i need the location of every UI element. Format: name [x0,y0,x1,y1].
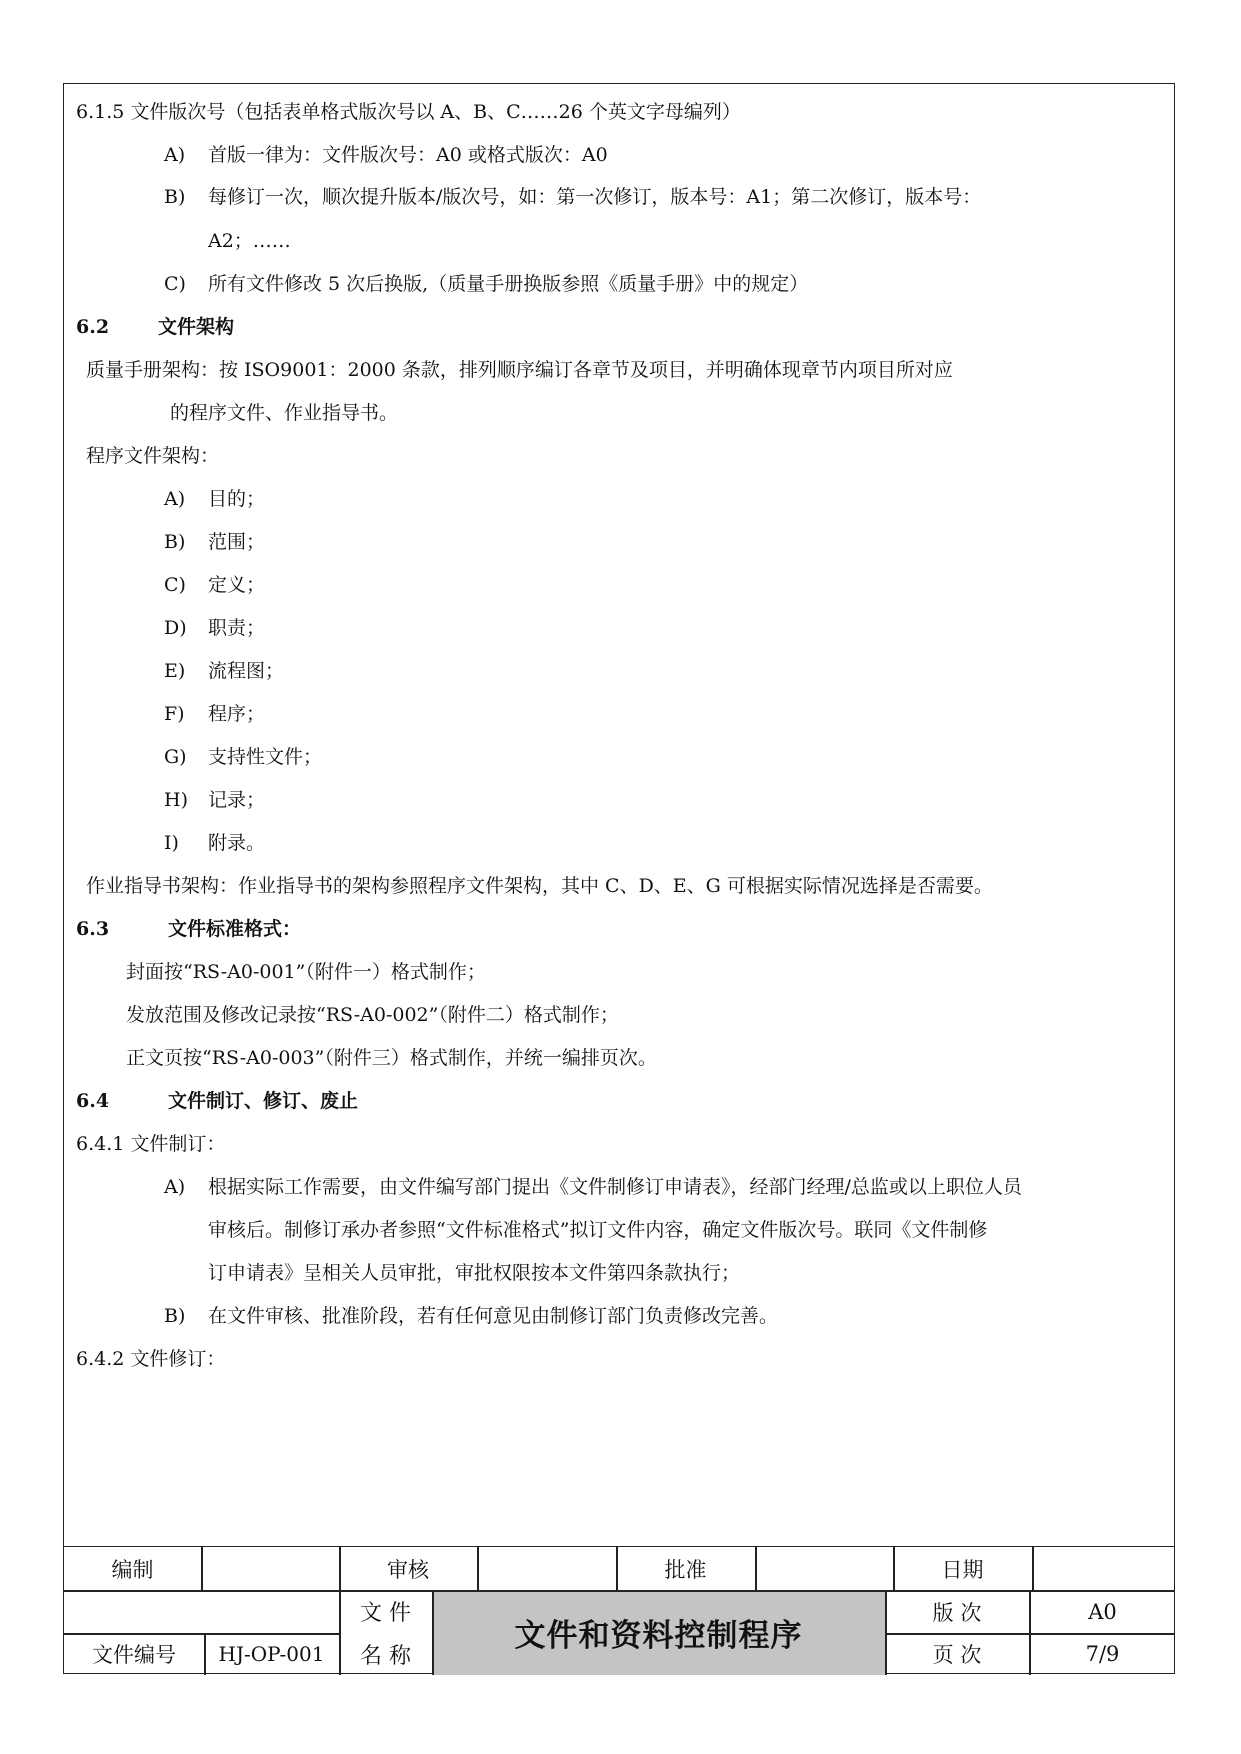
list-item: A) 目的； [164,488,266,510]
manual-structure-text-cont: 的程序文件、作业指导书。 [170,402,399,424]
list-item: A) 根据实际工作需要，由文件编写部门提出《文件制修订申请表》，经部门经理/总监或以上职位人员 [164,1176,1022,1198]
divider [201,1547,203,1590]
version-label: 版 次 [932,1600,982,1625]
compiled-value [201,1547,339,1590]
approve-label: 批准 [664,1557,707,1582]
instruction-structure-text: 作业指导书架构：作业指导书的架构参照程序文件架构，其中 C、D、E、G 可根据实际情况选择是否需要。 [86,875,993,897]
compiled-label: 编制 [111,1557,154,1582]
document-page [63,83,1175,1674]
list-item: G) 支持性文件； [164,746,323,768]
review-value [477,1547,616,1590]
list-item-continuation: 审核后。制修订承办者参照“文件标准格式”拟订文件内容，确定文件版次号。联同《文件制修 [208,1219,988,1241]
page-label: 页 次 [932,1643,982,1667]
divider [616,1547,618,1590]
approve-value [755,1547,893,1590]
list-item: B) 在文件审核、批准阶段，若有任何意见由制修订部门负责修改完善。 [164,1305,779,1327]
list-item: C) 定义； [164,574,266,596]
divider [1029,1590,1031,1675]
section-6-1-5-heading: 6.1.5 文件版次号（包括表单格式版次号以 A、B、C……26 个英文字母编列） [76,101,741,123]
list-item-continuation: 订申请表》呈相关人员审批，审批权限按本文件第四条款执行； [208,1262,741,1284]
section-6-2-heading: 6.2 文件架构 [76,316,235,338]
manual-structure-text: 质量手册架构：按 ISO9001：2000 条款，排列顺序编订各章节及项目，并明确体现章节内项目所对应 [86,359,953,381]
divider [893,1547,895,1590]
list-item: E) 流程图； [164,660,285,682]
divider [477,1547,479,1590]
subsection-6-4-2-heading: 6.4.2 文件修订： [76,1348,226,1370]
divider [64,1590,1174,1592]
page-value: 7/9 [1085,1642,1120,1666]
document-title: 文件和资料控制程序 [432,1590,885,1675]
divider [755,1547,757,1590]
divider [64,1633,339,1635]
divider [204,1633,206,1675]
document-body [64,84,1174,1546]
list-item: B) 每修订一次，顺次提升版本/版次号，如：第一次修订，版本号：A1；第二次修订，版本号： [164,186,982,208]
list-item: F) 程序； [164,703,266,725]
list-item: C) 所有文件修改 5 次后换版,（质量手册换版参照《质量手册》中的规定） [164,273,809,295]
list-item: H) 记录； [164,789,266,811]
review-label: 审核 [387,1557,429,1582]
section-6-4-heading: 6.4 文件制订、修订、废止 [76,1090,359,1112]
doc-name-label-2: 名 称 [360,1643,411,1669]
divider [1032,1547,1034,1590]
format-line: 发放范围及修改记录按“RS-A0-002”（附件二）格式制作； [126,1004,619,1026]
list-item: A) 首版一律为：文件版次号：A0 或格式版次：A0 [164,144,608,166]
format-line: 正文页按“RS-A0-003”（附件三）格式制作，并统一编排页次。 [126,1047,657,1069]
date-value [1032,1547,1176,1590]
list-item-continuation: A2；…… [208,230,291,252]
procedure-structure-title: 程序文件架构： [86,445,220,467]
format-line: 封面按“RS-A0-001”（附件一）格式制作； [126,961,486,983]
doc-number-value: HJ-OP-001 [218,1642,325,1666]
doc-number-label: 文件编号 [92,1643,176,1667]
divider [432,1590,434,1675]
list-item: D) 职责； [164,617,266,639]
doc-name-label-1: 文 件 [360,1601,411,1626]
divider [885,1590,887,1675]
subsection-6-4-1-heading: 6.4.1 文件制订： [76,1133,226,1155]
list-item: B) 范围； [164,531,266,553]
list-item: I) 附录。 [164,832,266,854]
document-footer-table [64,1546,1174,1673]
date-label: 日期 [941,1557,984,1582]
version-value: A0 [1088,1599,1117,1624]
section-6-3-heading: 6.3 文件标准格式： [76,918,302,940]
divider [339,1547,341,1675]
